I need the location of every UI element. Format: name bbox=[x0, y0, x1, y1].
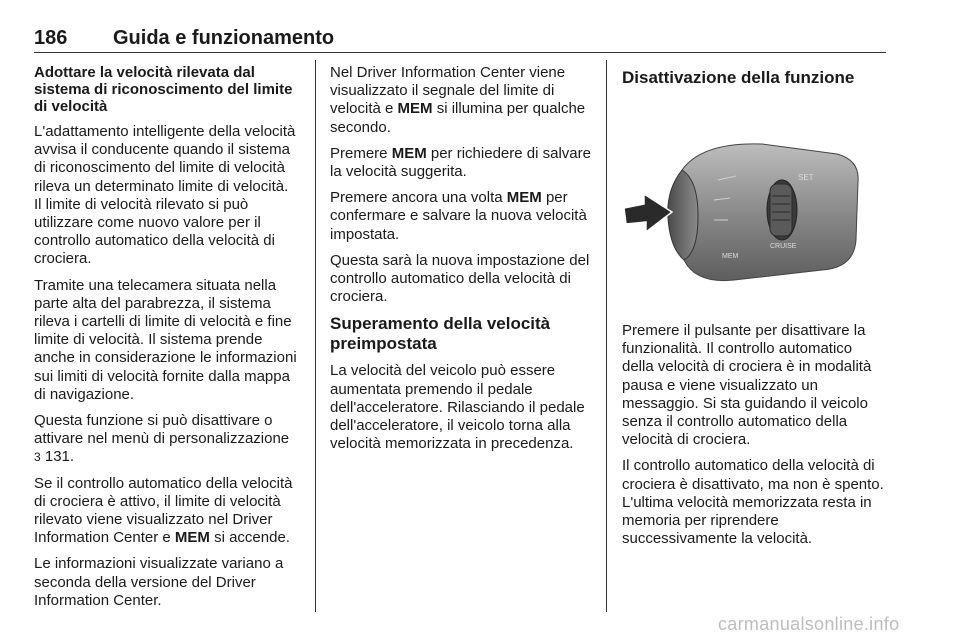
watermark: carmanualsonline.info bbox=[718, 614, 900, 634]
paragraph-text: Premere bbox=[330, 144, 388, 162]
paragraph: Il controllo automatico della velocità di crociera è disattivato, ma non è spento. L'ultima velocità memorizzata resta in memoria per riprendere successivamente la velocità. bbox=[622, 457, 884, 548]
stalk-label-cruise: CRUISE bbox=[770, 243, 797, 250]
paragraph-text: si accende. bbox=[214, 529, 290, 547]
paragraph-text: Se il controllo automatico della velocità di crociera è attivo, il limite di velocità rilevato viene visualizzato nel Driver Information Center e bbox=[34, 474, 293, 547]
stalk-label-mem: MEM bbox=[722, 253, 739, 260]
mem-label: MEM bbox=[397, 100, 433, 118]
paragraph-text: Nel Driver Information Center viene visualizzato il segnale del limite di velocità e bbox=[330, 64, 566, 118]
mem-label: MEM bbox=[506, 189, 542, 207]
paragraph: Questa sarà la nuova impostazione del controllo automatico della velocità di crociera. bbox=[330, 251, 590, 306]
column-1 bbox=[34, 64, 298, 618]
page-header-title: Guida e funzionamento bbox=[113, 27, 335, 49]
stalk-label-set: SET bbox=[798, 173, 814, 182]
page-reference-arrow-icon: 3 bbox=[34, 450, 41, 465]
column-3-body bbox=[622, 322, 886, 556]
section-title-deactivation: Disattivazione della funzione bbox=[622, 68, 855, 87]
paragraph bbox=[330, 189, 592, 244]
paragraph bbox=[34, 412, 298, 467]
paragraph-text: Premere ancora una volta bbox=[330, 189, 503, 207]
paragraph-text: per confermare e salvare la nuova velocità impostata. bbox=[330, 189, 587, 243]
paragraph: L'adattamento intelligente della velocità avvisa il conducente quando il sistema di riconoscimento del limite di velocità rileva un determinato limite di velocità. Il limite di velocità rilevato si può utilizzare come nuovo valore per il controllo automatico della velocità di crociera. bbox=[34, 123, 296, 268]
page-reference-link[interactable]: 131. bbox=[44, 448, 75, 466]
paragraph bbox=[330, 145, 592, 181]
page-number: 186 bbox=[34, 27, 68, 49]
subheading-adopt-speed: Adottare la velocità rilevata dal sistema di riconoscimento del limite di velocità bbox=[34, 64, 293, 115]
column-2 bbox=[330, 64, 592, 461]
paragraph bbox=[34, 475, 298, 548]
mem-label: MEM bbox=[174, 529, 210, 547]
paragraph-text: si illumina per qualche secondo. bbox=[330, 100, 586, 136]
paragraph: Premere il pulsante per disattivare la funzionalità. Il controllo automatico della velocità di crociera è in modalità pausa e viene visualizzato un messaggio. Si sta guidando il veicolo senza il controllo automatico della velocità di crociera. bbox=[622, 322, 872, 449]
cruise-control-stalk-illustration bbox=[622, 140, 886, 300]
mem-label: MEM bbox=[391, 144, 427, 162]
thumb-wheel-grip bbox=[770, 184, 792, 236]
header-rule bbox=[34, 52, 886, 53]
paragraph: Tramite una telecamera situata nella parte alta del parabrezza, il sistema rileva i cartelli di limite di velocità e fine limite di velocità. Il sistema prende anche in considerazione le informazioni sui limiti di velocità fornite dalla mappa di navigazione. bbox=[34, 276, 297, 403]
paragraph-text: Questa funzione si può disattivare o attivare nel menù di personalizzazione bbox=[34, 412, 290, 448]
stalk-svg bbox=[622, 140, 886, 300]
paragraph bbox=[330, 64, 592, 137]
column-divider-2 bbox=[606, 60, 607, 612]
paragraph: Le informazioni visualizzate variano a seconda della versione del Driver Information Center. bbox=[34, 555, 284, 609]
column-divider-1 bbox=[315, 60, 316, 612]
paragraph-text: per richiedere di salvare la velocità suggerita. bbox=[330, 144, 591, 181]
section-title-override-speed: Superamento della velocità preimpostata bbox=[330, 314, 551, 354]
column-3-header bbox=[622, 64, 886, 96]
press-arrow-icon bbox=[624, 194, 672, 232]
paragraph: La velocità del veicolo può essere aumentata premendo il pedale dell'acceleratore. Rilasciando il pedale dell'acceleratore, il veicolo torna alla velocità memorizzata in precedenza. bbox=[330, 362, 585, 453]
